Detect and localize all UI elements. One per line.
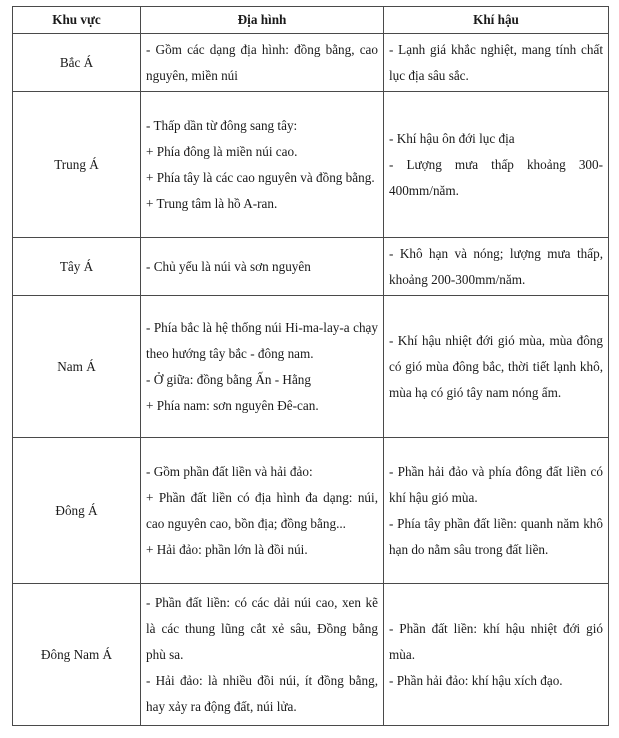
table-header-row: [13, 7, 609, 34]
climate-line: - Lượng mưa thấp khoảng 300-400mm/năm.: [389, 156, 603, 198]
terrain-line: - Chủ yếu là núi và sơn nguyên: [146, 258, 311, 274]
region-name: Bắc Á: [13, 34, 141, 92]
terrain-cell: [141, 92, 384, 238]
header-climate: Khí hậu: [384, 7, 609, 34]
region-name: Đông Á: [13, 438, 141, 584]
terrain-line: + Phía đông là miền núi cao.: [146, 143, 298, 159]
terrain-line: + Trung tâm là hồ A-ran.: [146, 195, 278, 211]
climate-line: - Lạnh giá khắc nghiệt, mang tính chất lục địa sâu sắc.: [389, 41, 603, 83]
terrain-line: - Phía bắc là hệ thống núi Hi-ma-lay-a chạy theo hướng tây bắc - đông nam.: [146, 319, 378, 361]
climate-line: - Phần hải đảo: khí hậu xích đạo.: [389, 672, 563, 688]
climate-cell: [384, 296, 609, 438]
terrain-line: - Hải đảo: là nhiều đồi núi, ít đồng bằng, hay xảy ra động đất, núi lửa.: [146, 672, 378, 714]
table-row: [13, 34, 609, 92]
header-terrain: Địa hình: [141, 7, 384, 34]
table-row: [13, 584, 609, 726]
climate-cell: [384, 238, 609, 296]
geography-table-container: [12, 6, 608, 726]
climate-cell: [384, 584, 609, 726]
climate-cell: [384, 438, 609, 584]
terrain-line: - Ở giữa: đồng bằng Ấn - Hằng: [146, 371, 311, 387]
climate-cell: [384, 34, 609, 92]
terrain-line: + Hải đảo: phần lớn là đồi núi.: [146, 541, 308, 557]
climate-line: - Khí hậu nhiệt đới gió mùa, mùa đông có gió mùa đông bắc, thời tiết lạnh khô, mùa hạ có gió tây nam nóng ẩm.: [389, 332, 603, 400]
table-row: [13, 238, 609, 296]
region-name: Nam Á: [13, 296, 141, 438]
climate-line: - Khô hạn và nóng; lượng mưa thấp, khoảng 200-300mm/năm.: [389, 245, 603, 287]
table-row: [13, 92, 609, 238]
terrain-line: - Gồm phần đất liền và hải đảo:: [146, 463, 313, 479]
region-name: Trung Á: [13, 92, 141, 238]
terrain-cell: [141, 238, 384, 296]
table-row: [13, 296, 609, 438]
climate-line: - Phần đất liền: khí hậu nhiệt đới gió mùa.: [389, 620, 603, 662]
header-region: Khu vực: [13, 7, 141, 34]
terrain-line: + Phần đất liền có địa hình đa dạng: núi, cao nguyên cao, bồn địa; đồng bằng...: [146, 489, 378, 531]
terrain-line: - Phần đất liền: có các dải núi cao, xen kẽ là các thung lũng cắt xẻ sâu, Đồng bằng phù sa.: [146, 594, 378, 662]
climate-cell: [384, 92, 609, 238]
terrain-cell: [141, 438, 384, 584]
climate-line: - Khí hậu ôn đới lục địa: [389, 130, 515, 146]
terrain-line: - Thấp dần từ đông sang tây:: [146, 117, 298, 133]
region-name: Đông Nam Á: [13, 584, 141, 726]
climate-line: - Phía tây phần đất liền: quanh năm khô hạn do nằm sâu trong đất liền.: [389, 515, 603, 557]
terrain-cell: [141, 34, 384, 92]
asia-regions-table: [12, 6, 609, 726]
region-name: Tây Á: [13, 238, 141, 296]
terrain-cell: [141, 296, 384, 438]
climate-line: - Phần hải đảo và phía đông đất liền có khí hậu gió mùa.: [389, 463, 603, 505]
terrain-line: + Phía nam: sơn nguyên Đê-can.: [146, 397, 319, 413]
terrain-line: + Phía tây là các cao nguyên và đồng bằng.: [146, 169, 375, 185]
terrain-cell: [141, 584, 384, 726]
terrain-line: - Gồm các dạng địa hình: đồng bằng, cao nguyên, miền núi: [146, 41, 378, 83]
table-row: [13, 438, 609, 584]
